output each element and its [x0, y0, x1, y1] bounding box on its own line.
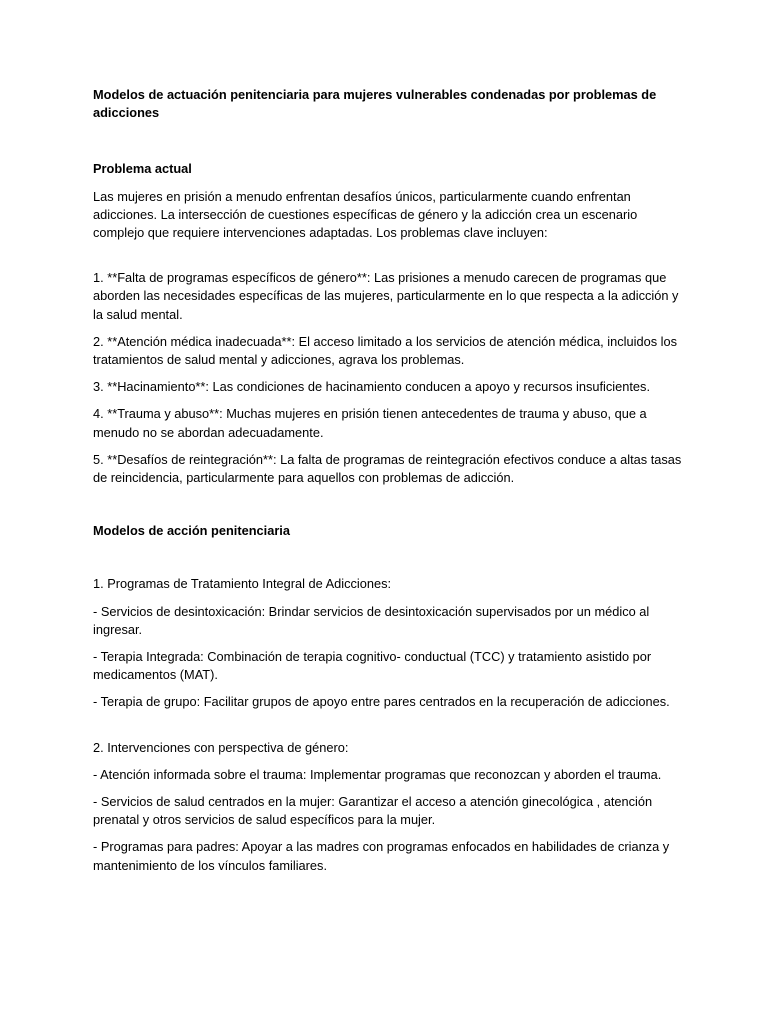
document-title: Modelos de actuación penitenciaria para mujeres vulnerables condenadas por problemas de adicciones	[93, 87, 657, 121]
model-group-2-item-3: - Programas para padres: Apoyar a las madres con programas enfocados en habilidades de crianza y mantenimiento de los vínculos familiares.	[93, 839, 670, 873]
model-group-2-item-1: - Atención informada sobre el trauma: Implementar programas que reconozcan y aborden el trauma.	[93, 766, 662, 782]
model-group-1-item-1: - Servicios de desintoxicación: Brindar servicios de desintoxicación supervisados por un médico al ingresar.	[93, 603, 650, 637]
problem-item-5: 5. **Desafíos de reintegración**: La falta de programas de reintegración efectivos conduce a altas tasas de reincidencia, particularmente para aquellos con problemas de adicción.	[93, 451, 682, 486]
section-heading-modelos: Modelos de acción penitenciaria	[93, 523, 290, 539]
model-group-1-item-3: - Terapia de grupo: Facilitar grupos de apoyo entre pares centrados en la recuperación de adicciones.	[93, 694, 670, 710]
problem-item-4: 4. **Trauma y abuso**: Muchas mujeres en prisión tienen antecedentes de trauma y abuso, que a menudo no se abordan adecuadamente.	[93, 406, 647, 440]
model-group-2-item-2: - Servicios de salud centrados en la mujer: Garantizar el acceso a atención ginecológica , atención prenatal y otros servicios de salud específicos para la mujer.	[93, 794, 653, 828]
section-heading-problema-actual: Problema actual	[93, 161, 192, 177]
model-group-2-title: 2. Intervenciones con perspectiva de género:	[93, 739, 349, 755]
document-page	[93, 86, 683, 884]
problem-item-1: 1. **Falta de programas específicos de género**: Las prisiones a menudo carecen de programas que aborden las necesidades específicas de las mujeres, particularmente en lo que respecta a la adicción y la salud mental.	[93, 270, 679, 322]
model-group-1-title: 1. Programas de Tratamiento Integral de Adicciones:	[93, 576, 392, 592]
model-group-1-item-2: - Terapia Integrada: Combinación de terapia cognitivo- conductual (TCC) y tratamiento asistido por medicamentos (MAT).	[93, 649, 652, 683]
section-intro-paragraph: Las mujeres en prisión a menudo enfrentan desafíos únicos, particularmente cuando enfrentan adicciones. La intersección de cuestiones específicas de género y la adicción crea un escenario complejo que requiere intervenciones adaptadas. Los problemas clave incluyen:	[93, 188, 638, 241]
problem-item-3: 3. **Hacinamiento**: Las condiciones de hacinamiento conducen a apoyo y recursos insuficientes.	[93, 379, 650, 395]
problem-item-2: 2. **Atención médica inadecuada**: El acceso limitado a los servicios de atención médica, incluidos los tratamientos de salud mental y adicciones, agrava los problemas.	[93, 333, 678, 368]
